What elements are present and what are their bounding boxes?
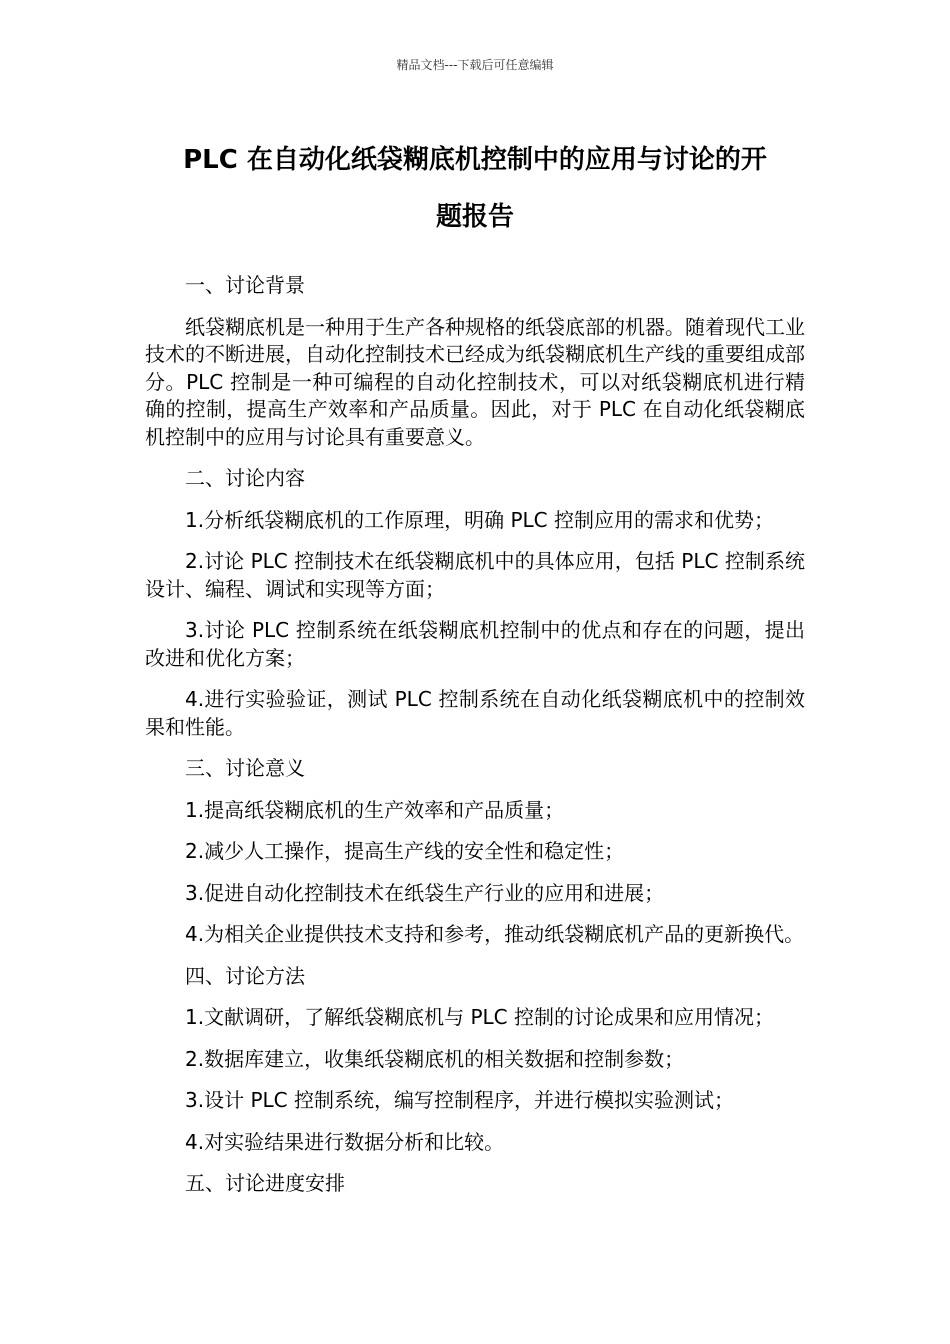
background-paragraph: 纸袋糊底机是一种用于生产各种规格的纸袋底部的机器。随着现代工业技术的不断进展，自动化控制技术已经成为纸袋糊底机生产线的重要组成部分。PLC 控制是一种可编程的自动化控制技术，可以对纸袋糊底机进行精确的控制，提高生产效率和产品质量。因此，对于 PLC 在自动化纸袋糊底机控制中的应用与讨论具有重要意义。 [145,314,805,449]
document-body [145,272,805,1212]
title-line-2: 题报告 [435,202,514,232]
significance-item-2: 2.减少人工操作，提高生产线的安全性和稳定性； [185,839,625,863]
section-heading-content: 二、讨论内容 [185,466,305,490]
section-heading-background: 一、讨论背景 [185,273,305,297]
section-heading-schedule: 五、讨论进度安排 [185,1171,345,1195]
content-item-3: 3.讨论 PLC 控制系统在纸袋糊底机控制中的优点和存在的问题，提出改进和优化方案； [145,618,805,670]
significance-item-3: 3.促进自动化控制技术在纸袋生产行业的应用和进展； [185,880,665,905]
method-item-1: 1.文献调研，了解纸袋糊底机与 PLC 控制的讨论成果和应用情况； [185,1005,774,1029]
title-line-1: PLC 在自动化纸袋糊底机控制中的应用与讨论的开 [183,145,767,175]
method-item-3: 3.设计 PLC 控制系统，编写控制程序，并进行模拟实验测试； [185,1088,734,1112]
document-title [140,132,810,246]
section-heading-method: 四、讨论方法 [185,963,305,988]
content-item-1: 1.分析纸袋糊底机的工作原理，明确 PLC 控制应用的需求和优势； [185,507,774,532]
content-item-4: 4.进行实验验证，测试 PLC 控制系统在自动化纸袋糊底机中的控制效果和性能。 [145,687,805,739]
method-item-2: 2.数据库建立，收集纸袋糊底机的相关数据和控制参数； [185,1046,685,1071]
header-note: 精品文档---下载后可任意编辑 [396,58,554,72]
significance-item-1: 1.提高纸袋糊底机的生产效率和产品质量； [185,797,565,822]
content-item-2: 2.讨论 PLC 控制技术在纸袋糊底机中的具体应用，包括 PLC 控制系统设计、编程、调试和实现等方面； [145,549,805,601]
method-item-4: 4.对实验结果进行数据分析和比较。 [185,1129,505,1154]
section-heading-significance: 三、讨论意义 [185,756,305,780]
significance-item-4: 4.为相关企业提供技术支持和参考，推动纸袋糊底机产品的更新换代。 [185,922,805,946]
